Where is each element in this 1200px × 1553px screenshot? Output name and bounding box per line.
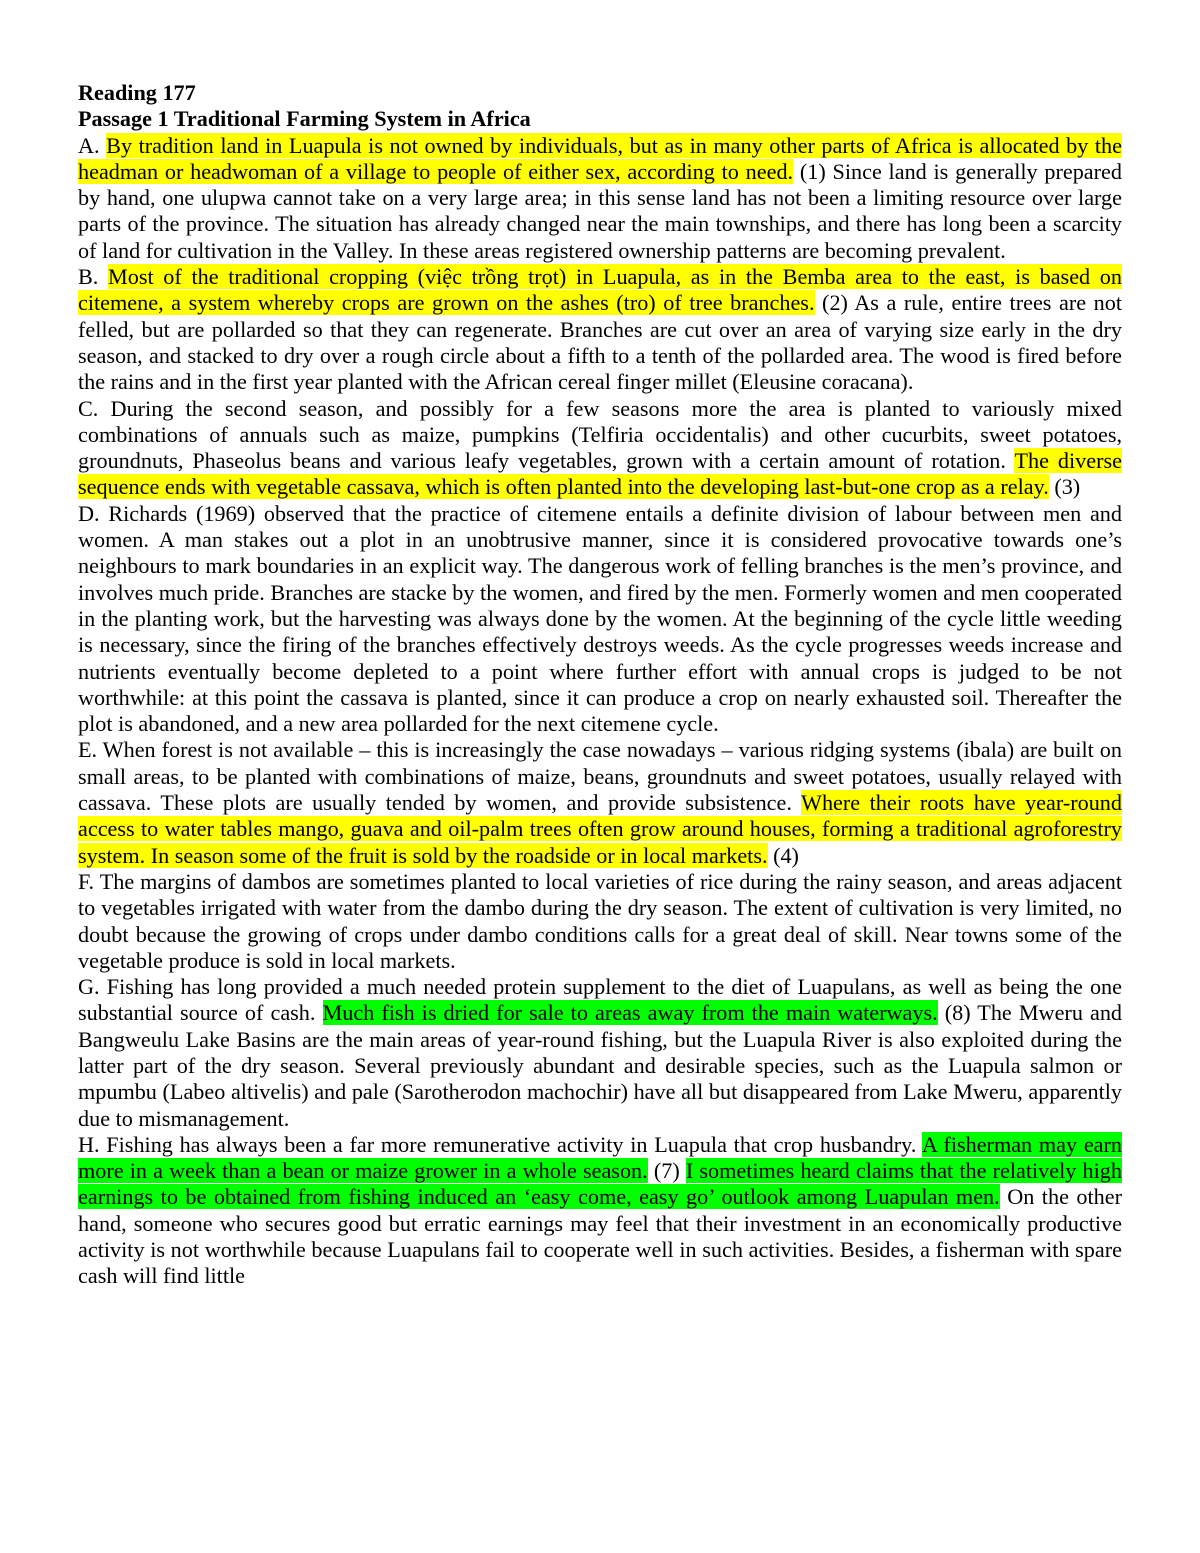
paragraph-h xyxy=(78,1132,1122,1290)
highlighted-text: A fisherman may earn more in a week than a bean or maize grower in a whole season. xyxy=(78,1131,1122,1184)
document-page xyxy=(78,80,1122,1290)
paragraph-text: (7) xyxy=(647,1158,686,1184)
highlighted-text: By tradition land in Luapula is not owned by individuals, but as in many other parts of Africa is allocated by the headman or headwoman of a village to people of either sex, according to need. xyxy=(78,132,1122,184)
paragraph-text: H. Fishing has always been a far more remunerative activity in Luapula that crop husbandry. xyxy=(78,1131,922,1157)
highlighted-text: The diverse sequence ends with vegetable cassava, which is often planted into the developing last-but-one crop as a relay. xyxy=(78,448,1122,500)
passage-body xyxy=(78,133,1122,1290)
highlighted-text: Much fish is dried for sale to areas away from the main waterways. xyxy=(322,1000,938,1026)
paragraph-text: (1) Since land is generally prepared by hand, one ulupwa cannot take on a very large area; in this sense land has not been a limiting resource over large parts of the province. The situation has already changed near the main townships, and there has long been a scarcity of land for cultivation in the Valley. In these areas registered ownership patterns are becoming prevalent. xyxy=(78,158,1122,263)
paragraph-text: F. The margins of dambos are sometimes planted to local varieties of rice during the rainy season, and areas adjacent to vegetables irrigated with water from the dambo during the dry season. The extent of cultivation is very limited, no doubt because the growing of crops under dambo conditions calls for a great deal of skill. Near towns some of the vegetable produce is sold in local markets. xyxy=(78,868,1122,973)
highlighted-text: Most of the traditional cropping (việc trồng trọt) in Luapula, as in the Bemba area to the east, is based on citemene, a system whereby crops are grown on the ashes (tro) of tree branches. xyxy=(78,264,1122,316)
highlighted-text: I sometimes heard claims that the relatively high earnings to be obtained from fishing induced an ‘easy come, easy go’ outlook among Luapulan men. xyxy=(78,1158,1122,1210)
paragraph-text: (3) xyxy=(1048,474,1081,500)
document-title: Reading 177 xyxy=(78,80,196,105)
paragraph-text: (8) The Mweru and Bangweulu Lake Basins are the main areas of year-round fishing, but the Luapula River is also exploited during the latter part of the dry season. Several previously abundant and desirable species, such as the Luapula salmon or mpumbu (Labeo altivelis) and pale (Sarotherodon machochir) have all but disappeared from Lake Mweru, apparently due to mismanagement. xyxy=(78,1000,1123,1131)
paragraph-text: G. Fishing has long provided a much needed protein supplement to the diet of Luapulans, as well as being the one substantial source of cash. xyxy=(78,974,1122,1026)
paragraph-e xyxy=(78,737,1122,868)
paragraph-a xyxy=(78,133,1122,264)
highlighted-text: Where their roots have year-round access to water tables mango, guava and oil-palm trees often grow around houses, forming a traditional agroforestry system. In season some of the fruit is sold by the roadside or in local markets. xyxy=(78,790,1122,868)
paragraph-c xyxy=(78,396,1122,501)
paragraph-g xyxy=(78,974,1122,1132)
paragraph-d xyxy=(78,501,1122,738)
paragraph-b xyxy=(78,264,1122,395)
paragraph-text: C. During the second season, and possibly for a few seasons more the area is planted to variously mixed combinations of annuals such as maize, pumpkins (Telfiria occidentalis) and other cucurbits, sweet potatoes, groundnuts, Phaseolus beans and various leafy vegetables, grown with a certain amount of rotation. xyxy=(78,395,1122,474)
paragraph-text: On the other hand, someone who secures good but erratic earnings may feel that their investment in an economically productive activity is not worthwhile because Luapulans fail to cooperate well in such activities. Besides, a fisherman with spare cash will find little xyxy=(78,1184,1122,1289)
paragraph-text: B. xyxy=(78,264,109,290)
paragraph-text: A. xyxy=(78,132,107,158)
paragraph-text: E. When forest is not available – this is increasingly the case nowadays – various ridging systems (ibala) are built on small areas, to be planted with combinations of maize, beans, groundnuts and sweet potatoes, usually relayed with cassava. These plots are usually tended by women, and provide subsistence. xyxy=(78,737,1122,816)
paragraph-text: (4) xyxy=(767,842,799,868)
passage-title: Passage 1 Traditional Farming System in Africa xyxy=(78,106,531,132)
paragraph-f xyxy=(78,869,1122,974)
paragraph-text: D. Richards (1969) observed that the practice of citemene entails a definite division of labour between men and women. A man stakes out a plot in an unobtrusive manner, since it is considered provocative towards one’s neighbours to mark boundaries in an explicit way. The dangerous work of felling branches is the men’s province, and involves much pride. Branches are stacke by the women, and fired by the men. Formerly women and men cooperated in the planting work, but the harvesting was always done by the women. At the beginning of the cycle little weeding is necessary, since the firing of the branches effectively destroys weeds. As the cycle progresses weeds increase and nutrients eventually become depleted to a point where further effort with annual crops is judged to be not worthwhile: at this point the cassava is planted, since it can produce a crop on nearly exhausted soil. Thereafter the plot is abandoned, and a new area pollarded for the next citemene cycle. xyxy=(78,500,1122,737)
paragraph-text: (2) As a rule, entire trees are not felled, but are pollarded so that they can regenerate. Branches are cut over an area of varying size early in the dry season, and stacked to dry over a rough circle about a fifth to a tenth of the pollarded area. The wood is fired before the rains and in the first year planted with the African cereal finger millet (Eleusine coracana). xyxy=(78,290,1122,395)
